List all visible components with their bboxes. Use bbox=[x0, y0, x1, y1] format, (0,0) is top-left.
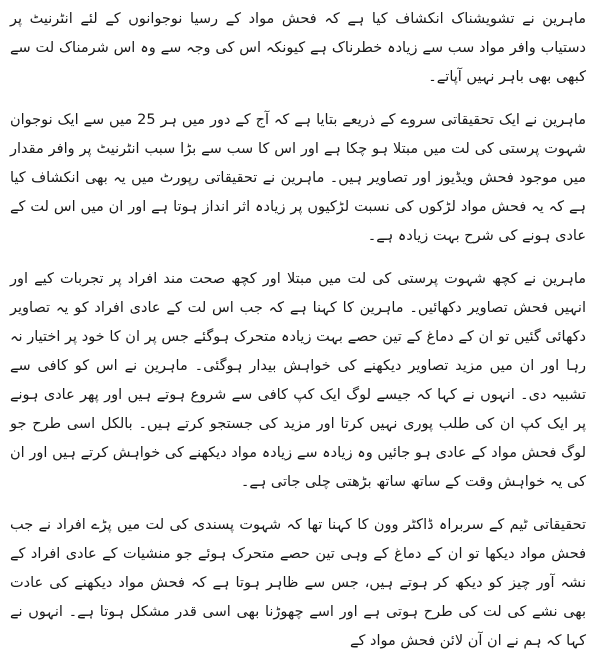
paragraph-4: تحقیقاتی ٹیم کے سربراہ ڈاکٹر وون کا کہنا تھا کہ شہوت پسندی کی لت میں پڑے افراد نے جب فحش مواد دیکھا تو ان کے دماغ کے وہی تین حصے متحرک ہوئے جو منشیات کے عادی افراد کے نشہ آور چیز کو دیکھ کر ہوتے ہیں، جس سے ظاہر ہوتا ہے کہ فحش مواد دیکھنے کی عادت بھی نشے کی لت کی طرح ہوتی ہے اور اسے چھوڑنا بھی اسی قدر مشکل ہوتا ہے۔ انہوں نے کہا کہ ہم نے ان آن لائن فحش مواد کے bbox=[10, 517, 586, 649]
paragraph-3: ماہرین نے کچھ شہوت پرستی کی لت میں مبتلا اور کچھ صحت مند افراد پر تجربات کیے اور انہیں فحش تصاویر دکھائیں۔ ماہرین کا کہنا ہے کہ جب اس لت کے عادی افراد کو یہ تصاویر دکھائی گئیں تو ان کے دماغ کے تین حصے بہت زیادہ متحرک ہوگئے جس پر ان کا خود پر اختیار نہ رہا اور ان میں مزید تصاویر دیکھنے کی خواہش بیدار ہوگئی۔ ماہرین نے اس کو کافی سے تشبیہ دی۔ انہوں نے کہا کہ جیسے لوگ ایک کپ کافی سے شروع ہوتے ہیں اور پھر عادی ہونے پر ایک کپ ان کی طلب پوری نہیں کرتا اور مزید کی جستجو کرتے ہیں۔ بالکل اسی طرح جو لوگ فحش مواد کے عادی ہو جائیں وہ زیادہ سے زیادہ مواد دیکھنے کی خواہش کرتے ہیں اور ان کی یہ خواہش وقت کے ساتھ ساتھ بڑھتی چلی جاتی ہے۔ bbox=[10, 271, 586, 490]
paragraph-2: ماہرین نے ایک تحقیقاتی سروے کے ذریعے بتایا ہے کہ آج کے دور میں ہر 25 میں سے ایک نوجوان شہوت پرستی کی لت میں مبتلا ہو چکا ہے اور اس کا سب سے بڑا سبب انٹرنیٹ پر وافر مقدار میں موجود فحش ویڈیوز اور تصاویر ہیں۔ ماہرین نے تحقیقاتی رپورٹ میں یہ بھی انکشاف کیا ہے کہ یہ فحش مواد لڑکوں کی نسبت لڑکیوں پر زیادہ اثر انداز ہوتا ہے اور ان میں اس لت کے عادی ہونے کی شرح بہت زیادہ ہے۔ bbox=[10, 112, 586, 244]
paragraph-1: ماہرین نے تشویشناک انکشاف کیا ہے کہ فحش مواد کے رسیا نوجوانوں کے لئے انٹرنیٹ پر دستیاب وافر مواد سب سے زیادہ خطرناک ہے کیونکہ اس کی وجہ سے وہ اس شرمناک لت سے کبھی بھی باہر نہیں آپاتے۔ bbox=[10, 11, 586, 85]
